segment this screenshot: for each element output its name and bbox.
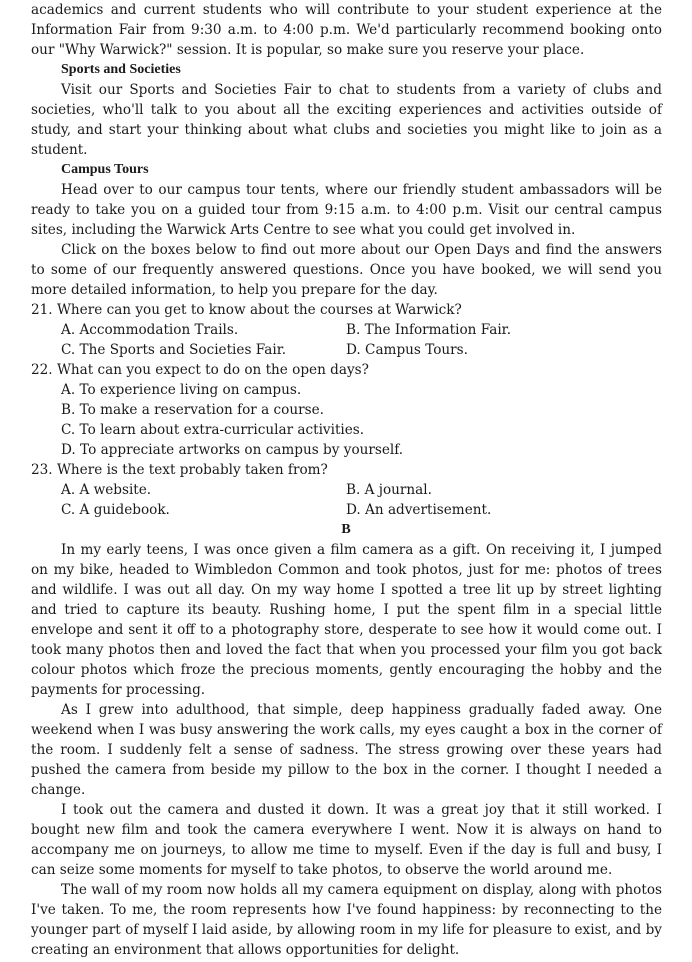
option-21-d: D. Campus Tours. [346, 342, 468, 358]
option-21-c: C. The Sports and Societies Fair. [61, 342, 287, 358]
question-23-options-row-2 [0, 500, 692, 520]
option-21-b: B. The Information Fair. [346, 322, 512, 338]
tours-paragraph: Head over to our campus tour tents, where our friendly student ambassadors will be ready to take you on a guided tour from 9:15 a.m. to 4:00 p.m. Visit our central campus sites, including the Warwick Arts Centre to see what you could get involved in. [31, 182, 662, 238]
sports-paragraph: Visit our Sports and Societies Fair to chat to students from a variety of clubs and societies, who'll talk to you about all the exciting experiences and activities outside of study, and start your thinking about what clubs and societies you might like to join as a student. [31, 82, 662, 158]
option-23-c: C. A guidebook. [61, 502, 170, 518]
option-23-b: B. A journal. [346, 482, 432, 498]
click-paragraph: Click on the boxes below to find out more about our Open Days and find the answers to some of our frequently answered questions. Once you have booked, we will send you more detailed information, to help you prepare for the day. [31, 242, 662, 298]
story-paragraph-2: As I grew into adulthood, that simple, deep happiness gradually faded away. One weekend when I was busy answering the work calls, my eyes caught a box in the corner of the room. I suddenly felt a sense of sadness. The stress growing over these years had pushed the camera from beside my pillow to the box in the corner. I thought I needed a change. [31, 702, 662, 798]
question-21-options-row-2 [0, 340, 692, 360]
question-21-stem: 21. Where can you get to know about the courses at Warwick? [31, 302, 462, 318]
option-22-b: B. To make a reservation for a course. [61, 402, 324, 418]
story-paragraph-3: I took out the camera and dusted it down. It was a great joy that it still worked. I bought new film and took the camera everywhere I went. Now it is always on hand to accompany me on journeys, to allow me time to myself. Even if the day is full and busy, I can seize some moments for myself to take photos, to observe the world around me. [31, 802, 662, 878]
question-23-options-row-1 [0, 480, 692, 500]
question-22-stem: 22. What can you expect to do on the open days? [31, 362, 369, 378]
story-paragraph-4: The wall of my room now holds all my camera equipment on display, along with photos I've taken. To me, the room represents how I've found happiness: by reconnecting to the younger part of myself I laid aside, by allowing room in my life for pleasure to exist, and by creating an environment that allows opportunities for delight. [31, 882, 662, 958]
option-23-d: D. An advertisement. [346, 502, 492, 518]
story-paragraph-1: In my early teens, I was once given a film camera as a gift. On receiving it, I jumped on my bike, headed to Wimbledon Common and took photos, just for me: photos of trees and wildlife. I was out all day. On my way home I spotted a tree lit up by street lighting and tried to capture its beauty. Rushing home, I put the spent film in a special little envelope and sent it off to a photography store, desperate to see how it would come out. I took many photos then and loved the fact that when you processed your film you got back colour photos which froze the precious moments, gently encouraging the hobby and the payments for processing. [31, 542, 662, 698]
section-b-heading: B [341, 522, 351, 537]
sports-heading: Sports and Societies [61, 62, 181, 77]
intro-paragraph: academics and current students who will contribute to your student experience at the Information Fair from 9:30 a.m. to 4:00 p.m. We'd particularly recommend booking onto our "Why Warwick?" session. It is popular, so make sure you reserve your place. [31, 2, 662, 58]
option-22-c: C. To learn about extra-curricular activities. [61, 422, 365, 438]
option-21-a: A. Accommodation Trails. [61, 322, 239, 338]
option-23-a: A. A website. [61, 482, 152, 498]
option-22-d: D. To appreciate artworks on campus by yourself. [61, 442, 404, 458]
tours-heading: Campus Tours [61, 162, 149, 177]
question-23-stem: 23. Where is the text probably taken from? [31, 462, 328, 478]
option-22-a: A. To experience living on campus. [61, 382, 302, 398]
question-21-options-row-1 [0, 320, 692, 340]
